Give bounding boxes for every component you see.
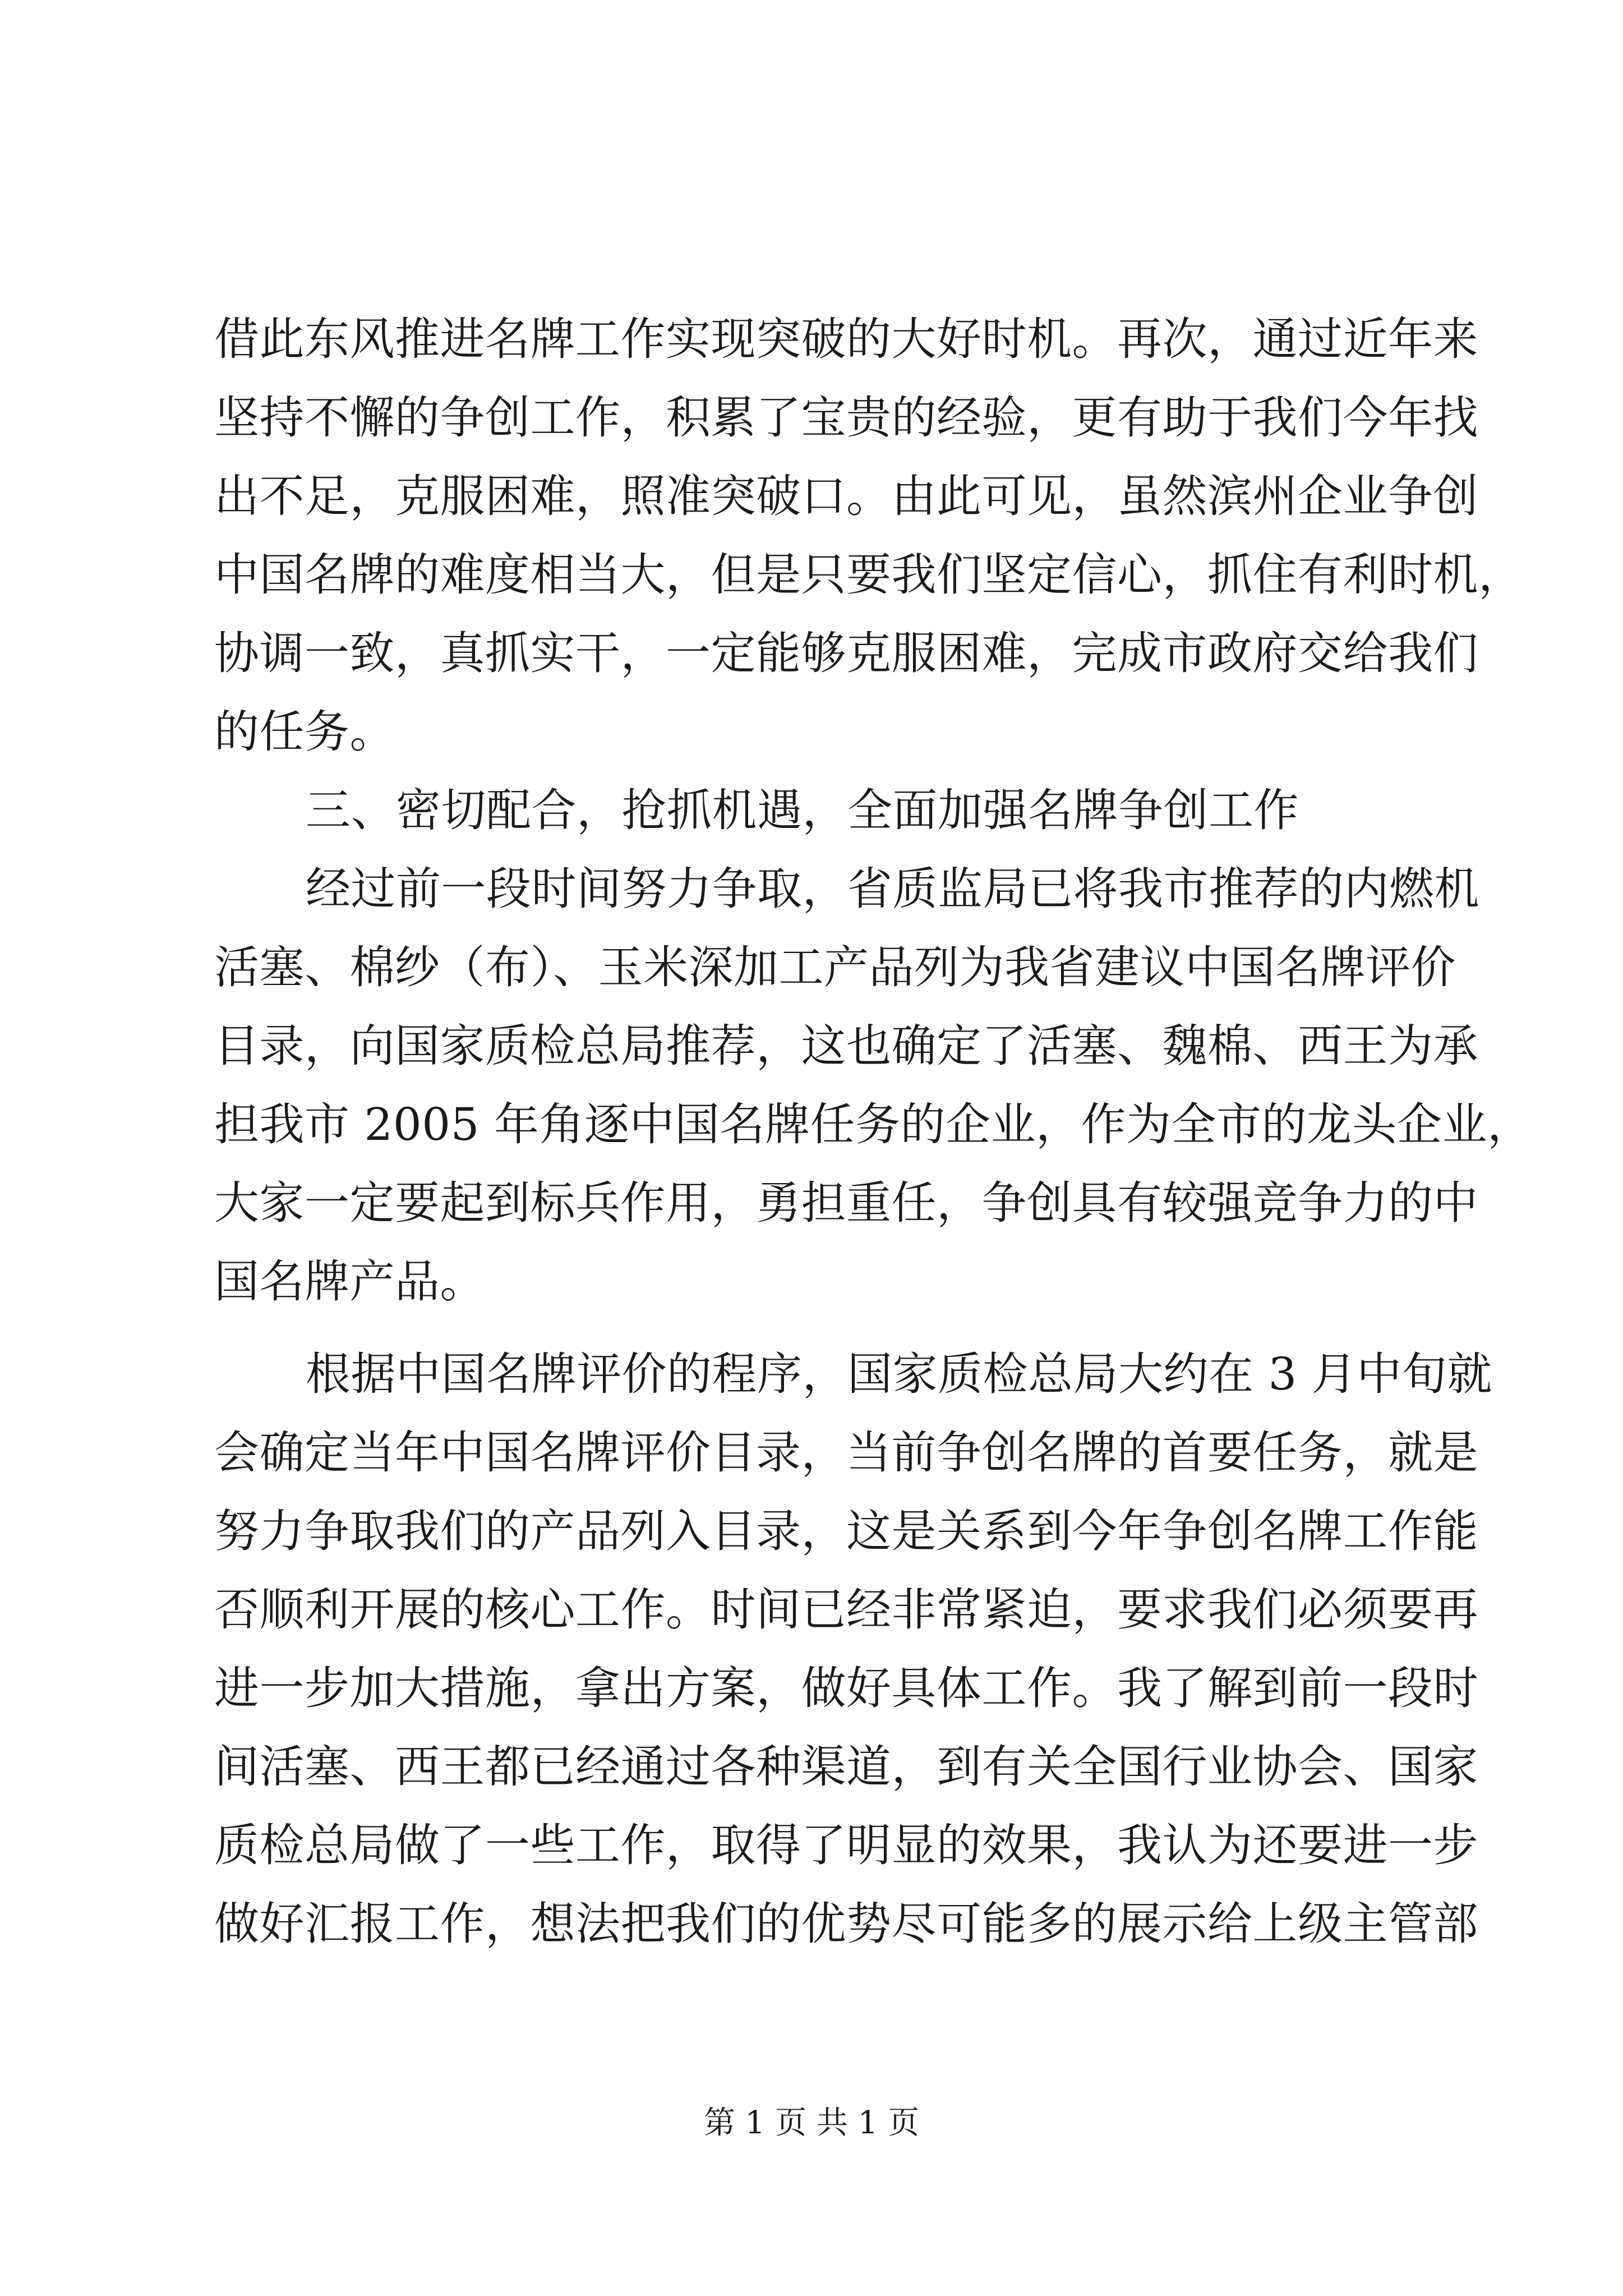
text-line: 进一步加大措施，拿出方案，做好具体工作。我了解到前一段时 [214, 1662, 1478, 1714]
text-line: 目录，向国家质检总局推荐，这也确定了活塞、魏棉、西王为承 [214, 1020, 1478, 1072]
text-line: 借此东风推进名牌工作实现突破的大好时机。再次，通过近年来 [214, 313, 1478, 365]
text-line: 大家一定要起到标兵作用，勇担重任，争创具有较强竞争力的中 [214, 1177, 1478, 1229]
text-line: 担我市 2005 年角逐中国名牌任务的企业，作为全市的龙头企业， [214, 1098, 1533, 1151]
page-footer: 第 1 页 共 1 页 [703, 2105, 920, 2141]
text-line: 国名牌产品。 [214, 1255, 485, 1308]
text-line: 根据中国名牌评价的程序，国家质检总局大约在 3 月中旬就 [306, 1348, 1492, 1400]
text-line: 会确定当年中国名牌评价目录，当前争创名牌的首要任务，就是 [214, 1427, 1478, 1479]
text-line: 坚持不懈的争创工作，积累了宝贵的经验，更有助于我们今年找 [214, 392, 1478, 444]
text-line: 的任务。 [214, 706, 395, 758]
text-line: 做好汇报工作，想法把我们的优势尽可能多的展示给上级主管部 [214, 1898, 1478, 1950]
text-line: 协调一致，真抓实干，一定能够克服困难，完成市政府交给我们 [214, 627, 1478, 679]
text-line: 活塞、棉纱（布）、玉米深加工产品列为我省建议中国名牌评价 [214, 941, 1456, 993]
section-heading: 三、密切配合，抢抓机遇，全面加强名牌争创工作 [306, 784, 1299, 836]
text-line: 质检总局做了一些工作，取得了明显的效果，我认为还要进一步 [214, 1819, 1478, 1871]
text-line: 间活塞、西王都已经通过各种渠道，到有关全国行业协会、国家 [214, 1741, 1478, 1793]
text-line: 努力争取我们的产品列入目录，这是关系到今年争创名牌工作能 [214, 1505, 1478, 1557]
text-line: 出不足，克服困难，照准突破口。由此可见，虽然滨州企业争创 [214, 470, 1478, 522]
text-line: 中国名牌的难度相当大，但是只要我们坚定信心，抓住有利时机， [214, 549, 1524, 601]
text-line: 否顺利开展的核心工作。时间已经非常紧迫，要求我们必须要再 [214, 1584, 1478, 1636]
text-line: 经过前一段时间努力争取，省质监局已将我市推荐的内燃机 [306, 863, 1479, 915]
